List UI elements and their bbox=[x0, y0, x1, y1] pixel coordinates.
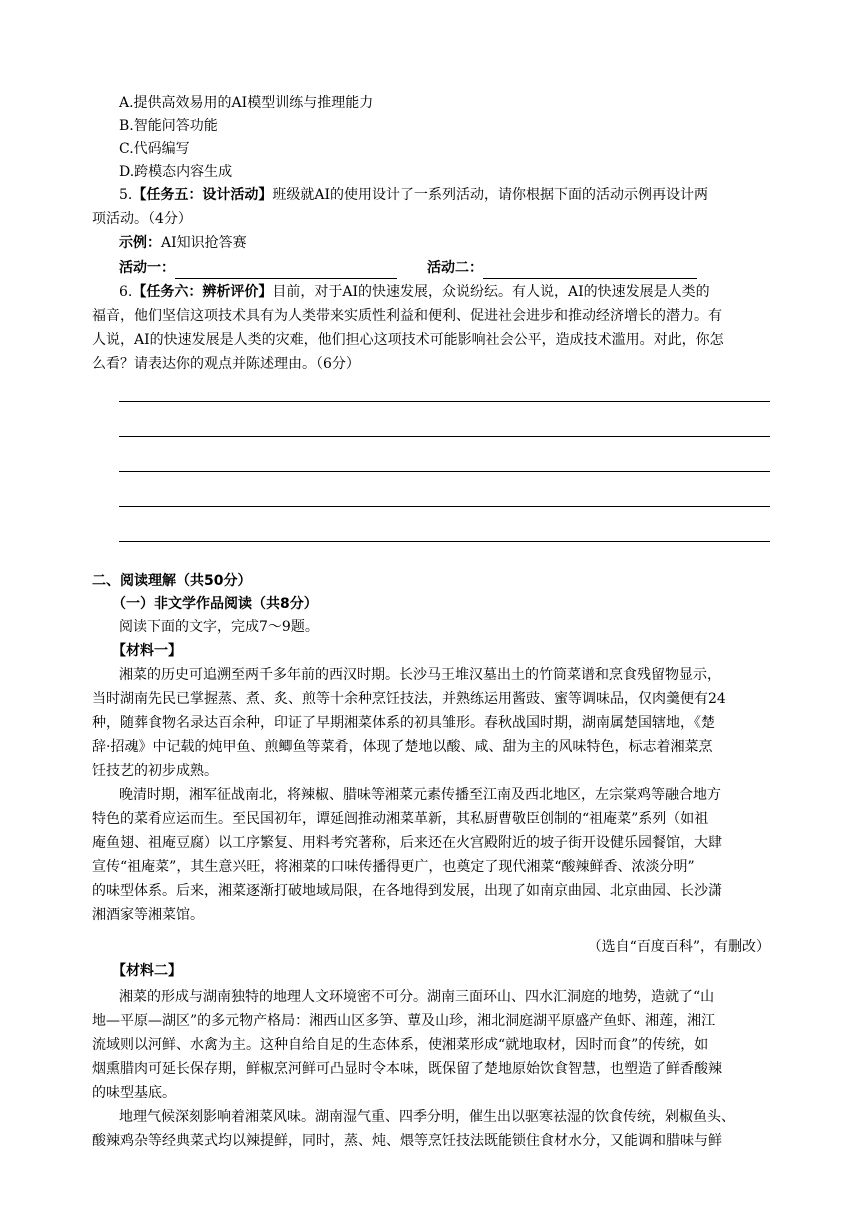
example-label: 示例： bbox=[119, 235, 161, 251]
activity-one-blank[interactable] bbox=[175, 262, 397, 279]
material-one-line: 辞·招魂》中记载的炖甲鱼、煎鲫鱼等菜肴，体现了楚地以酸、咸、甜为主的风味特色，标志着湘菜烹 bbox=[92, 739, 713, 755]
material-two-line: 烟熏腊肉可延长保存期，鲜椒烹河鲜可凸显时令本味，既保留了楚地原始饮食智慧，也塑造了鲜香酸辣 bbox=[92, 1061, 722, 1077]
material-one-line: 饪技艺的初步成熟。 bbox=[92, 763, 218, 779]
q5-number: 5. bbox=[119, 187, 133, 203]
option-b: B.智能问答功能 bbox=[119, 118, 218, 134]
answer-line[interactable] bbox=[119, 436, 770, 437]
material-two-line: 地—平原—湖区”的多元物产格局：湘西山区多笋、蕈及山珍，湘北洞庭湖平原盛产鱼虾、湘莲，湘江 bbox=[92, 1013, 716, 1029]
q5-text-1: 班级就AI的使用设计了一系列活动，请你根据下面的活动示例再设计两 bbox=[272, 187, 708, 203]
material-one-line: 种，随葬食物名录达百余种，印证了早期湘菜体系的初具雏形。春秋战国时期，湖南属楚国辖地，《楚 bbox=[92, 715, 715, 731]
activity-two-label: 活动二： bbox=[427, 260, 483, 276]
activity-two-blank[interactable] bbox=[483, 262, 697, 279]
material-two-label: 【材料二】 bbox=[112, 963, 182, 979]
material-one-label: 【材料一】 bbox=[112, 643, 182, 659]
material-one-line: 的味型体系。后来，湘菜逐渐打破地域局限，在各地得到发展，出现了如南京曲园、北京曲园、长沙潇 bbox=[92, 883, 722, 899]
q5-activities bbox=[119, 257, 772, 279]
q6-number: 6. bbox=[119, 284, 133, 300]
material-two-line: 的味型基底。 bbox=[92, 1085, 176, 1101]
material-two-line: 流域则以河鲜、水禽为主。这种自给自足的生态体系，使湘菜形成“就地取材，因时而食”的传统，如 bbox=[92, 1037, 709, 1053]
q6-text-3: 人说，AI的快速发展是人类的灾难，他们担心这项技术可能影响社会公平，造成技术滥用。对此，你怎 bbox=[92, 332, 724, 348]
material-one-line: 湘菜的历史可追溯至两千多年前的西汉时期。长沙马王堆汉墓出土的竹筒菜谱和烹食残留物显示， bbox=[119, 667, 721, 683]
q6-text-2: 福音，他们坚信这项技术具有为人类带来实质性利益和便利、促进社会进步和推动经济增长的潜力。有 bbox=[92, 308, 722, 324]
q5-line1 bbox=[119, 184, 772, 206]
q6-text-1: 目前，对于AI的快速发展，众说纷纭。有人说，AI的快速发展是人类的 bbox=[272, 284, 710, 300]
q6-text-4: 么看？请表达你的观点并陈述理由。（6分） bbox=[92, 356, 360, 372]
material-two-line: 酸辣鸡杂等经典菜式均以辣提鲜，同时，蒸、炖、煨等烹饪技法既能锁住食材水分，又能调和腊味与鲜 bbox=[92, 1133, 722, 1149]
material-one-line: 当时湖南先民已掌握蒸、煮、炙、煎等十余种烹饪技法，并熟练运用酱豉、蜜等调味品，仅肉羹便有24 bbox=[92, 691, 726, 707]
material-one-line: 庵鱼翅、祖庵豆腐）以工序繁复、用料考究著称，后来还在火宫殿附近的坡子街开设健乐园餐馆，大肆 bbox=[92, 835, 722, 851]
q5-task-tag: 【任务五：设计活动】 bbox=[132, 187, 273, 203]
option-a: A.提供高效易用的AI模型训练与推理能力 bbox=[119, 95, 374, 111]
option-d: D.跨模态内容生成 bbox=[119, 164, 233, 180]
material-two-line: 湘菜的形成与湖南独特的地理人文环境密不可分。湖南三面环山、四水汇洞庭的地势，造就了“山 bbox=[119, 989, 715, 1005]
source-citation: （选自“百度百科”，有删改） bbox=[587, 939, 770, 955]
answer-line[interactable] bbox=[119, 506, 770, 507]
answer-line[interactable] bbox=[119, 541, 770, 542]
material-one-line: 晚清时期，湘军征战南北，将辣椒、腊味等湘菜元素传播至江南及西北地区，左宗棠鸡等融合地方 bbox=[119, 787, 721, 803]
activity-one-label: 活动一： bbox=[119, 260, 175, 276]
subsection-title: （一）非文学作品阅读（共8分） bbox=[112, 596, 318, 612]
q5-text-2: 项活动。（4分） bbox=[92, 211, 192, 227]
q6-line1 bbox=[119, 281, 772, 303]
material-one-line: 宣传“祖庵菜”，其生意兴旺，将湘菜的口味传播得更广，也奠定了现代湘菜“酸辣鲜香、浓淡分明” bbox=[92, 859, 695, 875]
material-one-line: 湘酒家等湘菜馆。 bbox=[92, 907, 204, 923]
answer-line[interactable] bbox=[119, 401, 770, 402]
answer-line[interactable] bbox=[119, 471, 770, 472]
instruction: 阅读下面的文字，完成7～9题。 bbox=[119, 619, 319, 635]
example-text: AI知识抢答赛 bbox=[161, 235, 247, 251]
section-title: 二、阅读理解（共50分） bbox=[92, 573, 252, 589]
option-c: C.代码编写 bbox=[119, 141, 190, 157]
material-two-line: 地理气候深刻影响着湘菜风味。湖南湿气重、四季分明，催生出以驱寒祛湿的饮食传统，剁椒鱼头、 bbox=[119, 1109, 735, 1125]
q6-task-tag: 【任务六：辨析评价】 bbox=[132, 284, 273, 300]
material-one-line: 特色的菜肴应运而生。至民国初年，谭延闿推动湘菜革新，其私厨曹敬臣创制的“祖庵菜”系列（如祖 bbox=[92, 811, 709, 827]
q5-example bbox=[119, 232, 772, 254]
